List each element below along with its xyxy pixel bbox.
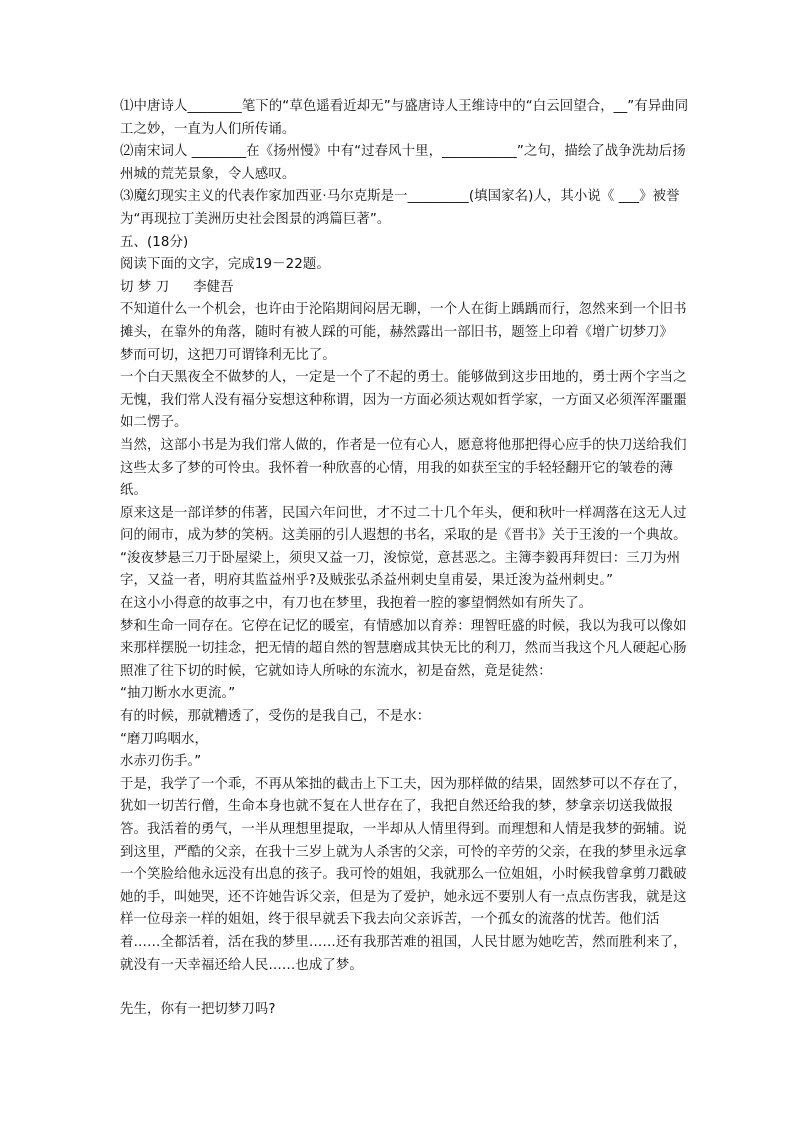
question-1: ⑴中唐诗人________笔下的“草色遥看近却无”与盛唐诗人王维诗中的“白云回望合，__”有异曲同工之妙，一直为人们所传诵。 [120, 99, 689, 137]
poem-line-1: “抽刀断水水更流。” [120, 686, 236, 702]
paragraph-2: 梦而可切，这把刀可谓锋利无比了。 [120, 347, 336, 363]
document-page [120, 96, 692, 1022]
paragraph-8: 梦和生命一同存在。它停在记忆的暖室，有情感加以育养：理智旺盛的时候，我以为我可以像如来那样摆脱一切挂念，把无情的超自然的智慧磨成其快无比的利刀，然而当我这个凡人硬起心肠照准了往下切的时候，它就如诗人所咏的东流水，初是奋然，竟是徒然： [120, 618, 687, 679]
article-title: 切 梦 刀 [120, 279, 170, 295]
paragraph-quote-jinshu: “浚夜梦悬三刀于卧屋梁上，须臾又益一刀，浚惊觉，意甚恶之。主簿李毅再拜贺曰：三刀为州字，又益一者，明府其监益州乎?及贼张弘杀益州刺史皇甫晏，果迁浚为益州刺史。” [120, 550, 681, 589]
article-author: 李健吾 [193, 279, 234, 295]
paragraph-1: 不知道什么一个机会，也许由于沦陷期间闷居无聊，一个人在街上踽踽而行，忽然来到一个旧书摊头，在靠外的角落，随时有被人踩的可能，赫然露出一部旧书，题签上印着《增广切梦刀》 [120, 302, 687, 340]
paragraph-7: 在这小小得意的故事之中，有刀也在梦里，我抱着一腔的寥望惘然如有所失了。 [120, 596, 593, 612]
closing-question: 先生，你有一把切梦刀吗? [120, 1002, 276, 1018]
poem-line-3: 水赤刃伤手。” [120, 754, 202, 770]
paragraph-10: 有的时候，那就糟透了，受伤的是我自己，不是水： [120, 709, 431, 725]
paragraph-5: 原来这是一部详梦的伟著，民国六年问世，才不过二十几个年头，便和秋叶一样凋落在这无人过问的闹市，成为梦的笑柄。这美丽的引人遐想的书名，采取的是《晋书》关于王浚的一个典故。 [120, 505, 687, 544]
article-title-line [120, 277, 692, 300]
reading-instruction: 阅读下面的文字，完成19－22题。 [120, 257, 330, 273]
paragraph-4: 当然，这部小书是为我们常人做的，作者是一位有心人，愿意将他那把得心应手的快刀送给我们这些太多了梦的可怜虫。我怀着一种欣喜的心情，用我的如获至宝的手轻轻翻开它的皱卷的薄纸。 [120, 437, 687, 499]
question-3: ⑶魔幻现实主义的代表作家加西亚·马尔克斯是一_________(填国家名)人，其小说《 ___》被誉为“再现拉丁美洲历史社会图景的鸿篇巨著”。 [120, 189, 680, 227]
paragraph-3: 一个白天黑夜全不做梦的人，一定是一个了不起的勇士。能够做到这步田地的，勇士两个字当之无愧，我们常人没有福分妄想这种称谓，因为一方面必须达观如哲学家，一方面又必须浑浑噩噩如二愣子。 [120, 370, 687, 431]
poem-line-2: “磨刀呜咽水， [120, 731, 208, 747]
question-2: ⑵南宋词人 ________在《扬州慢》中有“过春风十里，___________”之句，描绘了战争洗劫后扬州城的荒芜景象，令人感叹。 [120, 144, 686, 182]
paragraph-13: 于是，我学了一个乖，不再从笨拙的截击上下工夫，因为那样做的结果，固然梦可以不存在了，犹如一切苦行僧，生命本身也就不复在人世存在了，我把自然还给我的梦，梦拿亲切送我做报答。我活着的勇气，一半从理想里提取，一半却从人情里得到。而理想和人情是我梦的弼辅。说到这里，严酷的父亲，在我十三岁上就为人杀害的父亲，可怜的辛劳的父亲，在我的梦里永远拿一个笑脸给他永远没有出息的孩子。我可怜的姐姐，我就那么一位姐姐，小时候我曾拿剪刀戳破她的手，叫她哭，还不许她告诉父亲，但是为了爱护，她永远不要别人有一点点伤害我，就是这样一位母亲一样的姐姐，终于很早就丢下我去向父亲诉苦，一个孤女的流落的忧苦。他们活着……全都活着，活在我的梦里……还有我那苦难的祖国，人民甘愿为她吃苦，然而胜利来了，就没有一天幸福还给人民……也成了梦。 [120, 776, 687, 973]
section-heading: 五、(18分) [120, 234, 189, 250]
